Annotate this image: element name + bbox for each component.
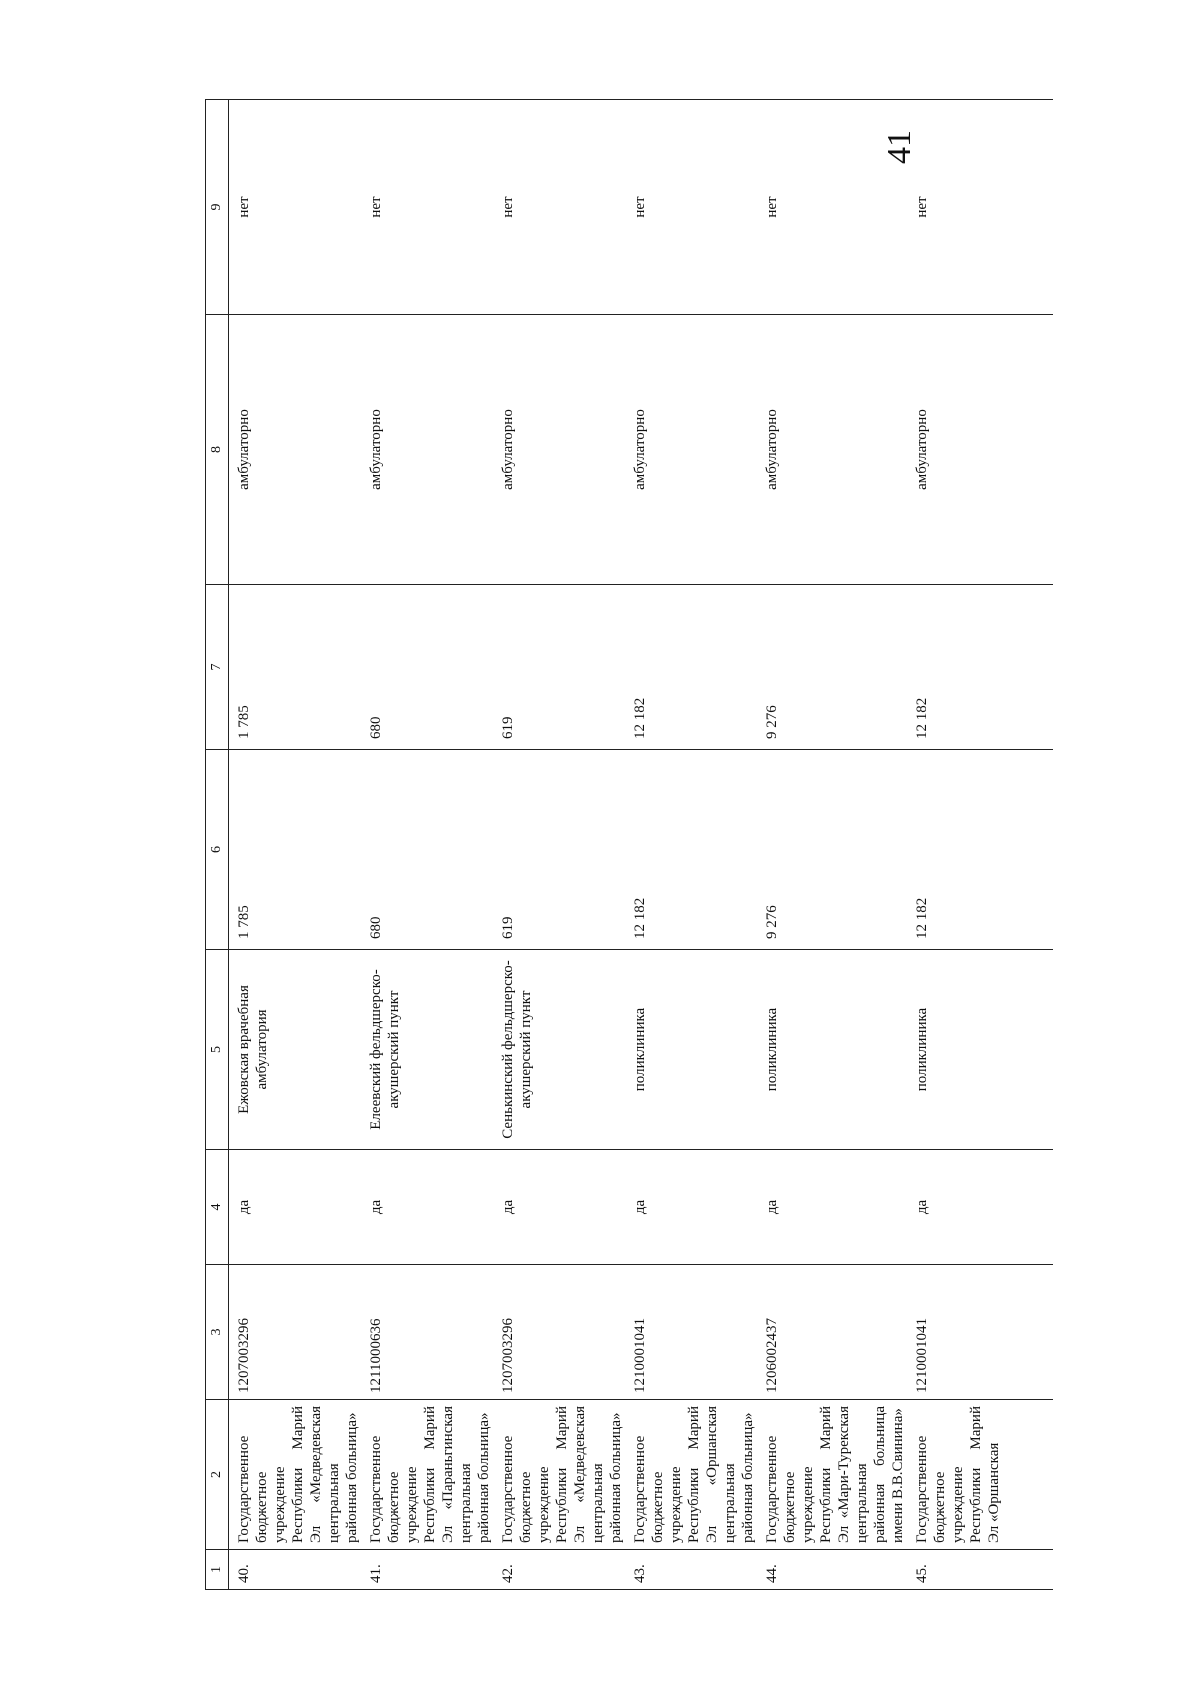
- unit-name: Ежовская врачебная амбулатория: [229, 950, 362, 1150]
- row-number: 40.: [229, 1550, 362, 1590]
- value-col6: 619: [493, 750, 625, 950]
- column-header-8: 8: [206, 315, 229, 585]
- organization-name: Государственное бюджетное учреждение Республики Марий Эл «Параньгинская центральная районная больница»: [361, 1400, 493, 1550]
- header-row: [206, 100, 229, 1590]
- column-header-4: 4: [206, 1150, 229, 1265]
- flag-value: да: [493, 1150, 625, 1265]
- value-col7: 12 182: [625, 585, 757, 750]
- page-number: 41: [881, 130, 918, 164]
- inn-code: 1210001041: [907, 1265, 1053, 1400]
- column-header-5: 5: [206, 950, 229, 1150]
- value-col6: 1 785: [229, 750, 362, 950]
- organization-name: Государственное бюджетное учреждение Республики Марий Эл «Оршанская: [907, 1400, 1053, 1550]
- value-col7: 12 182: [907, 585, 1053, 750]
- column-header-7: 7: [206, 585, 229, 750]
- organization-name: Государственное бюджетное учреждение Республики Марий Эл «Медведевская центральная районная больница»: [493, 1400, 625, 1550]
- flag-value: да: [907, 1150, 1053, 1265]
- facilities-table: [205, 99, 1053, 1590]
- table-row: [625, 100, 757, 1590]
- answer-value: нет: [907, 100, 1053, 315]
- column-header-2: 2: [206, 1400, 229, 1550]
- care-mode: амбулаторно: [907, 315, 1053, 585]
- row-number: 45.: [907, 1550, 1053, 1590]
- unit-name: поликлиника: [907, 950, 1053, 1150]
- unit-name: Сенькинский фельдшерско-акушерский пункт: [493, 950, 625, 1150]
- value-col6: 9 276: [757, 750, 907, 950]
- row-number: 44.: [757, 1550, 907, 1590]
- flag-value: да: [625, 1150, 757, 1265]
- value-col7: 9 276: [757, 585, 907, 750]
- table-container: [205, 100, 1002, 1590]
- value-col7: 1 785: [229, 585, 362, 750]
- column-header-3: 3: [206, 1265, 229, 1400]
- column-header-1: 1: [206, 1550, 229, 1590]
- table-row: [229, 100, 362, 1590]
- inn-code: 1211000636: [361, 1265, 493, 1400]
- answer-value: нет: [361, 100, 493, 315]
- value-col6: 12 182: [907, 750, 1053, 950]
- column-header-9: 9: [206, 100, 229, 315]
- table-row: [907, 100, 1053, 1590]
- column-header-6: 6: [206, 750, 229, 950]
- flag-value: да: [229, 1150, 362, 1265]
- answer-value: нет: [757, 100, 907, 315]
- inn-code: 1207003296: [493, 1265, 625, 1400]
- row-number: 42.: [493, 1550, 625, 1590]
- care-mode: амбулаторно: [493, 315, 625, 585]
- organization-name: Государственное бюджетное учреждение Республики Марий Эл «Мари-Турекская центральная районная больница имени В.В.Свинина»: [757, 1400, 907, 1550]
- answer-value: нет: [229, 100, 362, 315]
- table-row: [361, 100, 493, 1590]
- flag-value: да: [361, 1150, 493, 1265]
- value-col6: 680: [361, 750, 493, 950]
- row-number: 41.: [361, 1550, 493, 1590]
- row-number: 43.: [625, 1550, 757, 1590]
- inn-code: 1206002437: [757, 1265, 907, 1400]
- care-mode: амбулаторно: [625, 315, 757, 585]
- unit-name: Елеевский фельдшерско-акушерский пункт: [361, 950, 493, 1150]
- organization-name: Государственное бюджетное учреждение Республики Марий Эл «Медведевская центральная районная больница»: [229, 1400, 362, 1550]
- care-mode: амбулаторно: [229, 315, 362, 585]
- table-row: [757, 100, 907, 1590]
- unit-name: поликлиника: [625, 950, 757, 1150]
- flag-value: да: [757, 1150, 907, 1265]
- answer-value: нет: [493, 100, 625, 315]
- value-col7: 619: [493, 585, 625, 750]
- table-row: [493, 100, 625, 1590]
- care-mode: амбулаторно: [361, 315, 493, 585]
- unit-name: поликлиника: [757, 950, 907, 1150]
- inn-code: 1210001041: [625, 1265, 757, 1400]
- inn-code: 1207003296: [229, 1265, 362, 1400]
- care-mode: амбулаторно: [757, 315, 907, 585]
- value-col6: 12 182: [625, 750, 757, 950]
- organization-name: Государственное бюджетное учреждение Республики Марий Эл «Оршанская центральная районная больница»: [625, 1400, 757, 1550]
- answer-value: нет: [625, 100, 757, 315]
- value-col7: 680: [361, 585, 493, 750]
